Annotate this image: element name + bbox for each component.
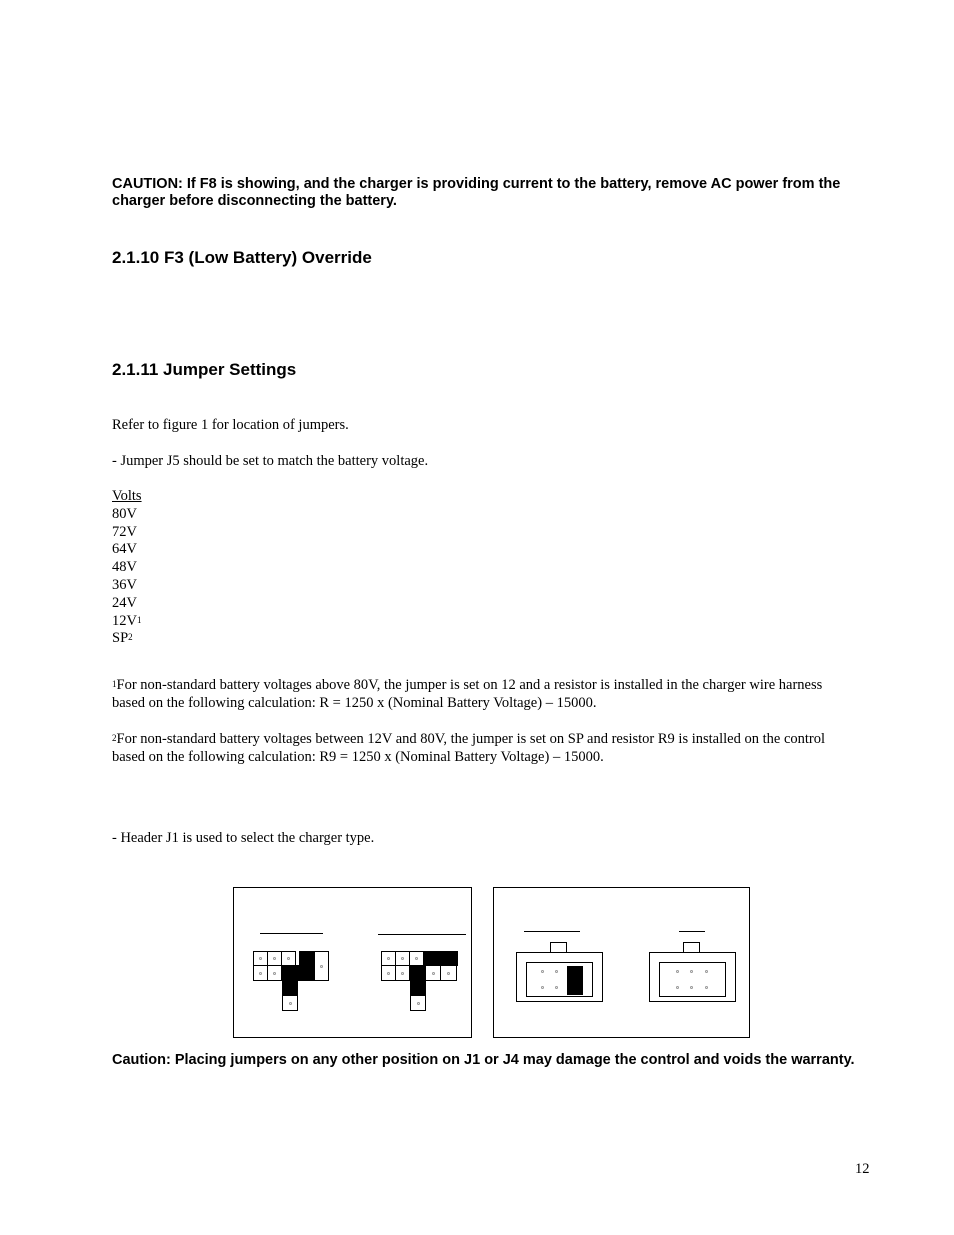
jumper-shunt: [410, 965, 426, 981]
jumper-shunt: [282, 980, 298, 996]
header-j1-text: - Header J1 is used to select the charger type.: [112, 830, 375, 846]
jumper-shunt: [282, 965, 315, 981]
section-heading-jumper-settings: 2.1.11 Jumper Settings: [112, 360, 297, 379]
caution-bottom: Caution: Placing jumpers on any other position on J1 or J4 may damage the control and voids the warranty.: [112, 1052, 855, 1068]
caution-top: CAUTION: If F8 is showing, and the charger is providing current to the battery, remove AC power from the charger before disconnecting the battery.: [112, 176, 841, 209]
header-pin: [282, 995, 298, 1011]
jumper-shunt: [567, 966, 583, 995]
volts-item-12v: [112, 613, 142, 631]
footnote-marker: 1: [136, 614, 142, 625]
header-pin: [314, 951, 329, 981]
j4-jumper-diagram-b: [649, 942, 736, 1002]
volts-item: 64V: [112, 541, 137, 558]
header-pin: [705, 970, 708, 973]
footnote-1-text: For non-standard battery voltages above 80V, the jumper is set on 12 and a resistor is installed in the charger wire harness based on the following calculation: R = 1250 x (Nominal Battery Voltage) – 15000.: [112, 677, 823, 711]
header-pin: [440, 965, 457, 981]
header-pin: [676, 986, 679, 989]
header-pin: [381, 965, 396, 981]
header-pin: [410, 995, 426, 1011]
header-pin: [425, 965, 441, 981]
header-pin: [395, 965, 410, 981]
header-pin: [281, 951, 296, 966]
header-pin: [253, 965, 268, 981]
header-body: [659, 962, 726, 997]
page-number: 12: [855, 1161, 870, 1177]
volts-item-12v-label: 12V: [112, 612, 137, 629]
j4-header-figure: [493, 887, 750, 1038]
footnote-marker: 1: [112, 679, 117, 689]
volts-item-sp: [112, 630, 142, 648]
volts-item-sp-label: SP: [112, 630, 129, 647]
j4-jumper-diagram-a: [516, 942, 603, 1002]
volts-item: 80V: [112, 505, 137, 522]
header-pin: [705, 986, 708, 989]
volts-item: 24V: [112, 594, 137, 611]
header-pin: [555, 970, 558, 973]
footnote-2-text: For non-standard battery voltages between 12V and 80V, the jumper is set on SP and resistor R9 is installed on the control based on the following calculation: R9 = 1250 x (Nominal Battery Voltage) – 15000.: [112, 731, 826, 765]
j1-jumper-diagram-a: [253, 951, 330, 1013]
header-pin: [690, 986, 693, 989]
header-pin: [395, 951, 410, 966]
diagram-label-line: [524, 931, 580, 932]
j1-jumper-diagram-b: [381, 951, 458, 1013]
diagram-label-line: [679, 931, 705, 932]
volts-item: 48V: [112, 559, 137, 576]
volts-item: 72V: [112, 523, 137, 540]
header-pin: [381, 951, 396, 966]
volts-list: [112, 488, 142, 648]
diagram-label-line: [378, 934, 466, 935]
header-pin: [676, 970, 679, 973]
volts-header: Volts: [112, 488, 142, 504]
jumper-j5-text: - Jumper J5 should be set to match the battery voltage.: [112, 453, 429, 469]
header-body: [526, 962, 593, 997]
header-pin: [541, 986, 544, 989]
footnote-marker: 2: [128, 632, 133, 643]
header-pin: [555, 986, 558, 989]
jumper-shunt: [410, 980, 426, 996]
header-pin: [253, 951, 268, 966]
header-pin: [409, 951, 424, 966]
j1-header-figure: [233, 887, 472, 1038]
header-pin: [690, 970, 693, 973]
jumper-shunt: [424, 951, 458, 966]
footnote-marker: 2: [112, 733, 117, 743]
volts-item: 36V: [112, 576, 137, 593]
header-pin: [267, 965, 282, 981]
footnote-2: [112, 730, 852, 766]
header-pin: [267, 951, 282, 966]
header-pin: [541, 970, 544, 973]
diagram-label-line: [260, 933, 323, 934]
footnote-1: [112, 676, 852, 712]
refer-figure-text: Refer to figure 1 for location of jumpers.: [112, 417, 349, 433]
section-heading-f3-override: 2.1.10 F3 (Low Battery) Override: [112, 248, 372, 267]
